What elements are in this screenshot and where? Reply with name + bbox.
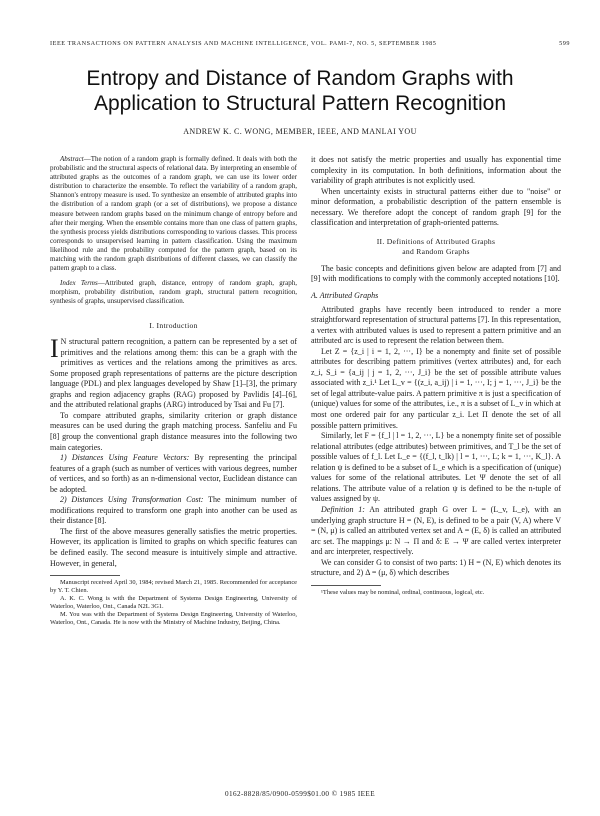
index-terms (50, 279, 297, 306)
feature-vectors-text: By representing the principal features of a graph (such as number of vertices with various degrees, number of vertices, and so forth) as an n-dimensional vector, Euclidean distance can be adopted. (50, 453, 297, 494)
drop-cap: I (50, 334, 59, 364)
right-paragraph-8: We can consider G to consist of two parts: 1) H = (N, E) which denotes its structure, and 2) Δ = (μ, δ) which describes (311, 557, 561, 578)
transformation-cost-text: The minimum number of modifications required to transform one graph into another can be used as their distance [8]. (50, 495, 297, 526)
title-line-2: Application to Structural Pattern Recognition (93, 92, 507, 115)
left-column (50, 155, 297, 627)
right-paragraph-5: Let Z = {z_i | i = 1, 2, ···, I} be a nonempty and finite set of possible attributes for describing pattern primitives (vertex attributes) and, for each z_i, S_i = {a_ij | j = 1, 2, ···, J_i} be the set of possible attribute values associated with z_i.¹ Let L_v = {(z_i, a_ij) | i = 1, ···, I; j = 1, ···, J_i} be the set of legal attribute-value pairs. A pattern primitive π is just a specification of (unique) values for some of the attributes, i.e., π is a subset of L_v in which at most one ordered pair for any particular z_i. Let Π denote the set of all possible pattern primitives. (311, 346, 561, 430)
definition-1-text: An attributed graph G over L = (L_v, L_e), with an underlying graph structure H = (N, E), is defined to be a pair (V, A) where V = (N, μ) is called an attributed vertex set and A = (E, δ) is called an attributed arc set. The mappings μ: N → Π and δ: E → Ψ are called vertex interpreter and arc interpreter, respectively. (311, 504, 561, 557)
intro-paragraph-2: To compare attributed graphs, similarity criterion or graph distance measures can be used during the graph matching process. Sanfeliu and Fu [8] group the conventional graph distance measures into the following two main categories. (50, 410, 297, 452)
journal-citation: IEEE TRANSACTIONS ON PATTERN ANALYSIS AND MACHINE INTELLIGENCE, VOL. PAMI-7, NO. 5, SEPTEMBER 1985 (50, 40, 437, 47)
footnote-rule-right (311, 585, 381, 586)
intro-paragraph-3 (50, 453, 297, 495)
feature-vectors-label: 1) Distances Using Feature Vectors: (60, 453, 190, 463)
abstract (50, 155, 297, 273)
right-paragraph-4: Attributed graphs have recently been introduced to render a more straightforward representation of structural patterns [7]. In this representation, a vertex with attributed values is used to represent a pattern primitive and an attributed arc is used to represent the relation between them. (311, 304, 561, 346)
copyright-footer: 0162-8828/85/0900-0599$01.00 © 1985 IEEE (224, 790, 376, 798)
right-paragraph-6: Similarly, let F = {f_l | l = 1, 2, ···, L} be a nonempty finite set of possible relational attributes (edge attributes) between primitives, and T_l be the set of possible values of f_l. Let L_e = {(f_l, t_lk) | l = 1, ···, L; k = 1, ···, K_l}. A relation ψ is defined to be a subset of L_e which is a specification of (unique) values for some of the relational attributes. Let Ψ denote the set of all relations. The attribute value of a relation ψ is defined to be the n-tuple of values assigned by ψ. (311, 431, 561, 504)
page-number: 599 (559, 40, 570, 47)
right-paragraph-2: When uncertainty exists in structural patterns either due to "noise" or minor deformation, a probabilistic description of the pattern ensemble is necessary. We therefore adopt the concept of random graph [9] for the classification and interpretation of graph-oriented patterns. (311, 186, 561, 228)
right-paragraph-1: it does not satisfy the metric properties and usually has exponential time complexity in its computation. In both definitions, information about the variability of graph attributes is not explicitly used. (311, 155, 561, 186)
manuscript-footnote: Manuscript received April 30, 1984; revised March 21, 1985. Recommended for acceptance by Y. T. Chien. (50, 579, 297, 595)
definition-1-label: Definition 1: (321, 504, 365, 514)
section-heading-line-2: and Random Graphs (402, 247, 470, 257)
index-terms-text: —Attributed graph, distance, entropy of random graph, graph, morphism, probability distribution, random graph, structural pattern recognition, synthesis of graphs, unsupervised classification. (50, 279, 297, 306)
abstract-text: —The notion of a random graph is formally defined. It deals with both the probabilistic and the structural aspects of relational data. By interpreting an ensemble of attributed graphs as the outcomes of a random graph, we can use its lower order distribution to characterize the ensemble. To reflect the variability of a random graph, Shannon's entropy measure is used. To synthesize an ensemble of attributed graphs into the distribution of a random graph (or a set of distributions), we propose a distance measure between random graphs based on the minimum change of entropy before and after their merging. When the ensemble contains more than one class of pattern graphs, the synthesis process yields distributions corresponding to various classes. This process corresponds to unsupervised learning in pattern classification. Using the maximum likelihood rule and the probability computed for the pattern graph, based on its matching with the random graph distributions of different classes, we can classify the pattern graph to a class. (50, 155, 297, 273)
transformation-cost-label: 2) Distances Using Transformation Cost: (60, 495, 204, 505)
section-heading-introduction: I. Introduction (149, 320, 198, 330)
intro-paragraph-1 (50, 334, 297, 411)
paper-title (40, 66, 560, 116)
right-paragraph-3: The basic concepts and definitions given below are adapted from [7] and [9] with modifications to comply with the commonly accepted notations [10]. (311, 263, 561, 284)
abstract-label: Abstract (60, 155, 84, 163)
author-footnote-wong: A. K. C. Wong is with the Department of Systems Design Engineering, University of Waterloo, Waterloo, Ont., Canada N2L 3G1. (50, 595, 297, 611)
footnote-values: ¹These values may be nominal, ordinal, continuous, logical, etc. (321, 588, 485, 596)
right-column (311, 155, 561, 597)
index-terms-label: Index Terms (60, 279, 98, 288)
author-footnote-you: M. You was with the Department of Systems Design Engineering, University of Waterloo, Waterloo, Ont., Canada. He is now with the Ministry of Machine Industry, Beijing, China. (50, 611, 297, 627)
intro-paragraph-5: The first of the above measures generally satisfies the metric properties. However, its application is limited to graphs on which specific features can be defined easily. The second measure is intuitively simple and attractive. However, in general, (50, 526, 297, 568)
section-heading-definitions (311, 237, 561, 258)
title-line-1: Entropy and Distance of Random Graphs with (86, 67, 514, 90)
subsection-heading-attributed-graphs: A. Attributed Graphs (311, 291, 379, 301)
footnote-rule (50, 575, 120, 576)
definition-1 (311, 505, 561, 558)
section-heading-line-1: II. Definitions of Attributed Graphs (376, 236, 496, 246)
intro-paragraph-4 (50, 495, 297, 527)
running-head (50, 40, 570, 47)
intro-paragraph-1-text: N structural pattern recognition, a pattern can be represented by a set of primitives and the relations among them: this can be a graph with the primitives as vertices and the relations among the primitives as arcs. Some proposed graph representations of patterns are the picture description language (PDL) and plex languages developed by Shaw [1]–[3], the primary graphs and region adjacency graphs (RAG) proposed by Pavlidis [4]–[6], and the attributed relational graphs (ARG) introduced by Tsai and Fu [7]. (50, 337, 297, 410)
author-line: ANDREW K. C. WONG, MEMBER, IEEE, AND MANLAI YOU (183, 127, 417, 136)
